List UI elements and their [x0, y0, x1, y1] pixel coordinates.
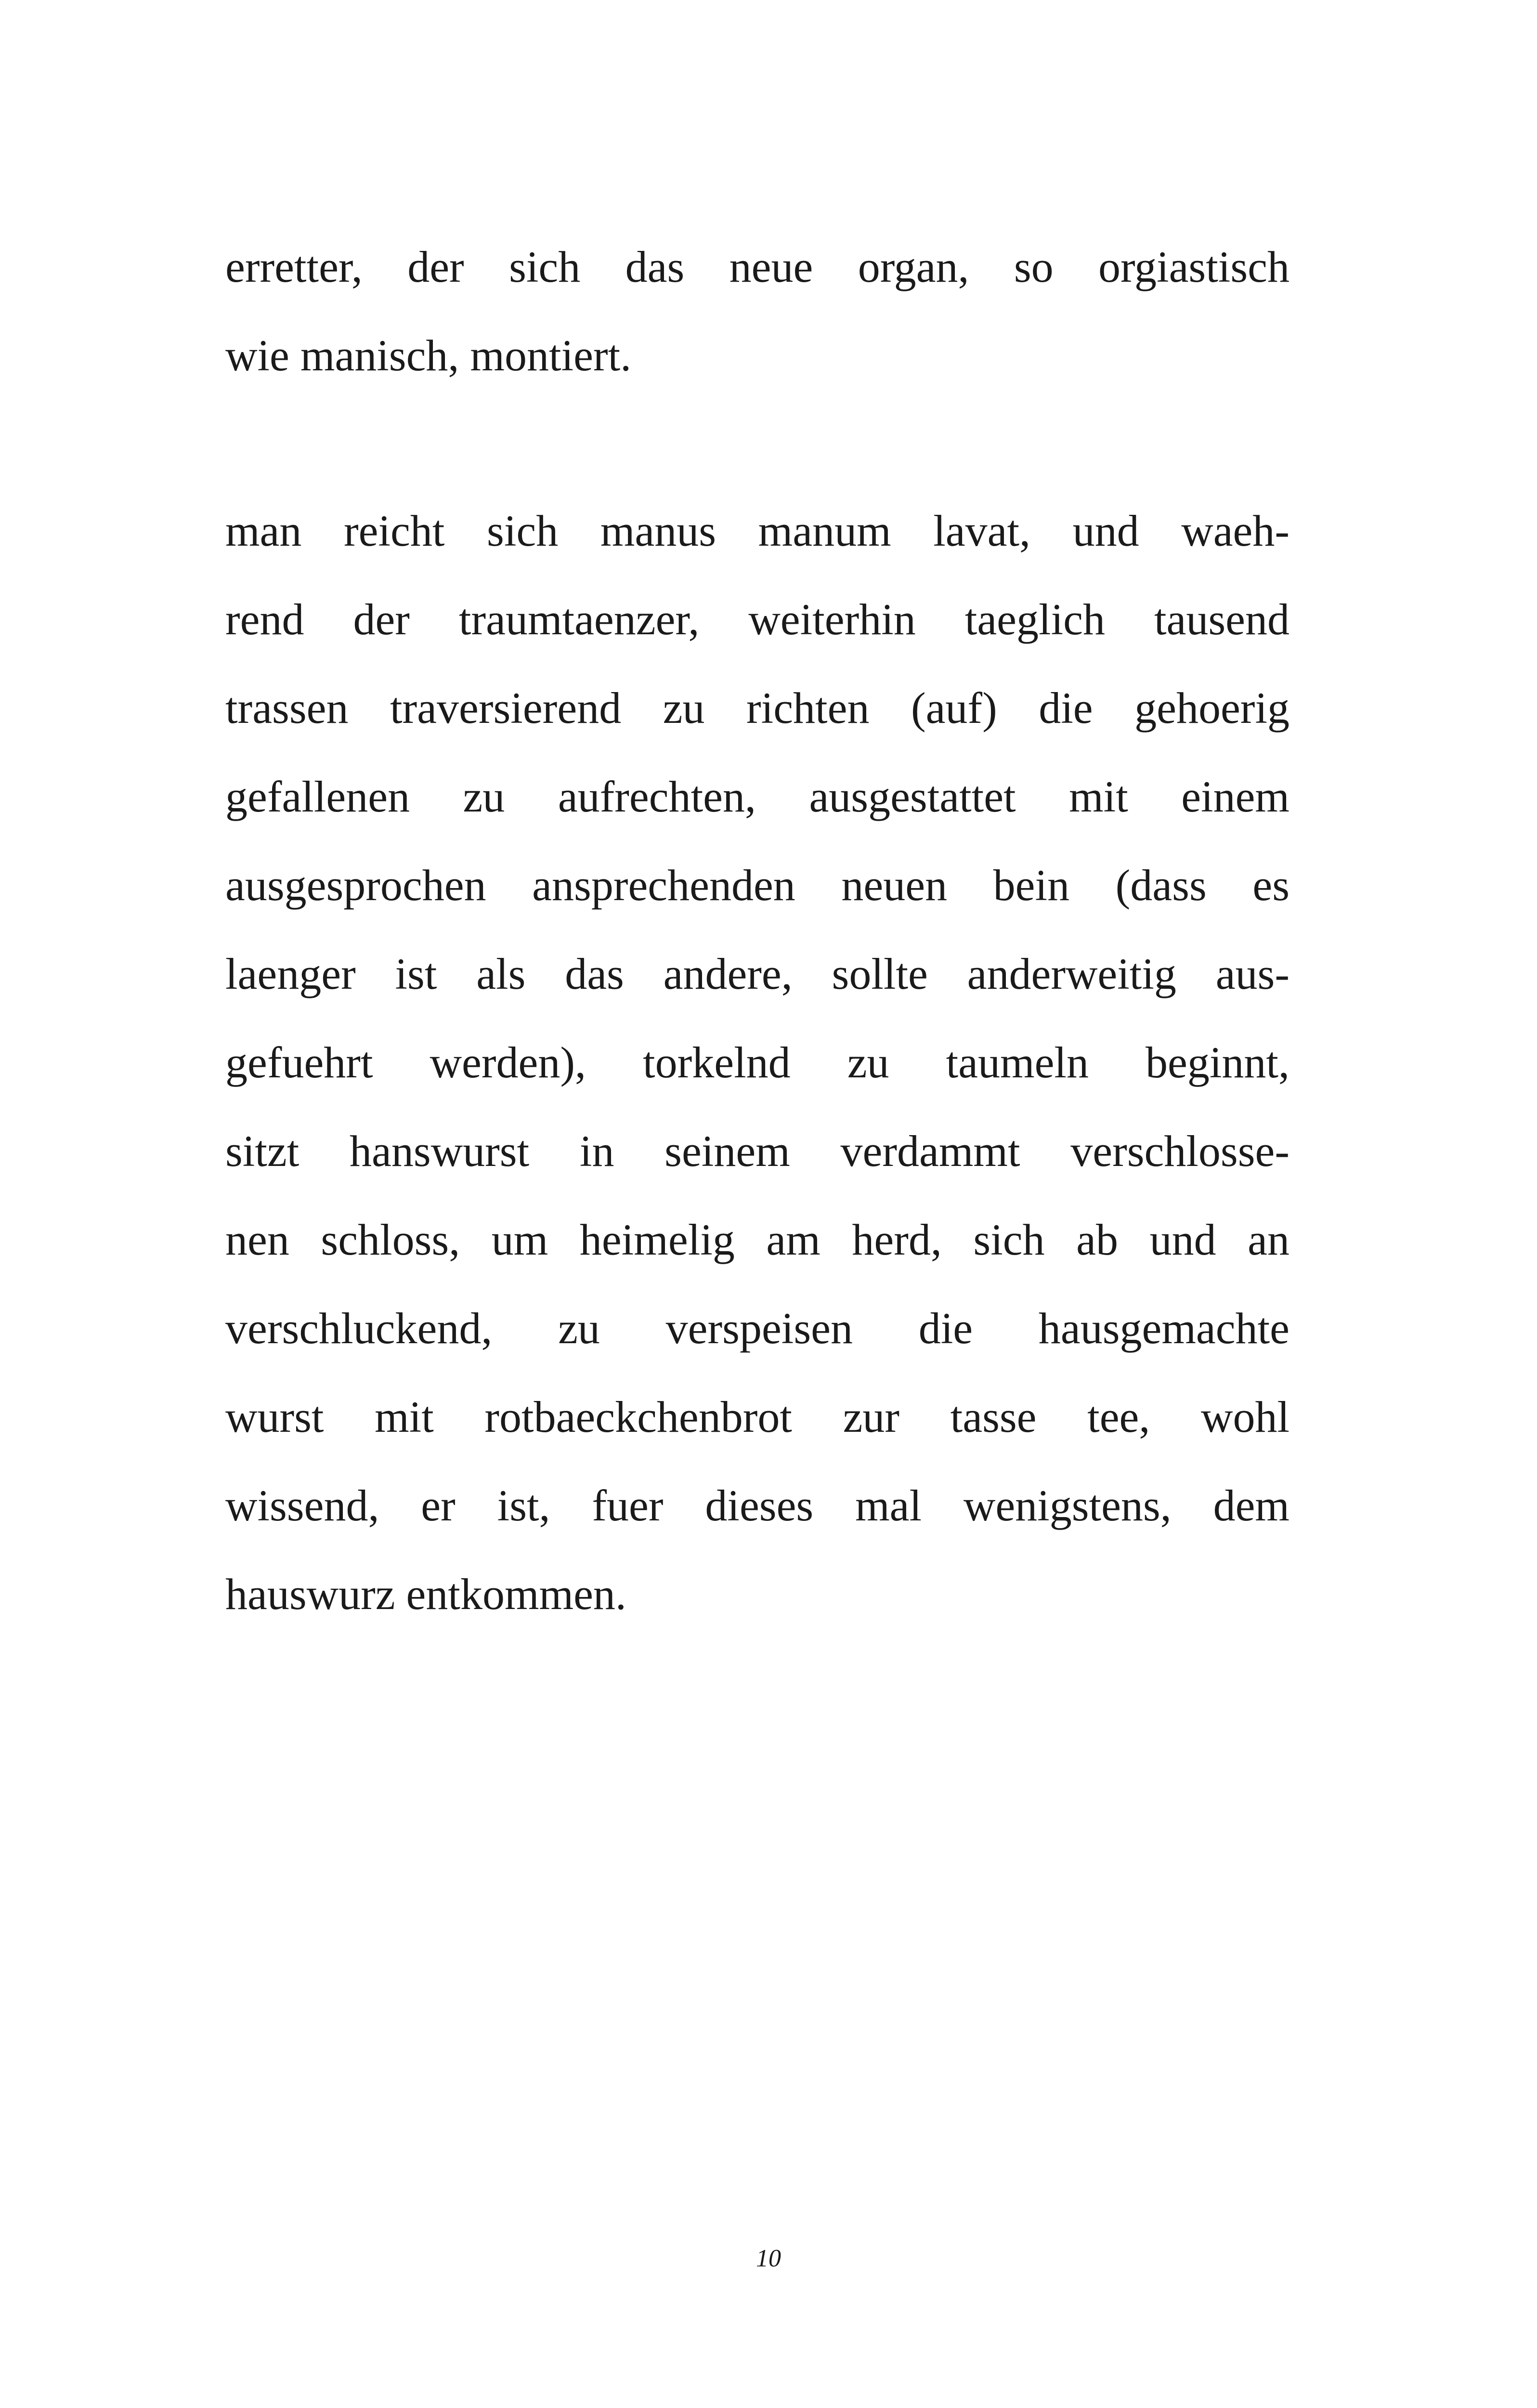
text-line: man reicht sich manus manum lavat, und waeh- [225, 506, 1290, 555]
page-number: 10 [756, 2245, 781, 2272]
text-line: wissend, er ist, fuer dieses mal wenigstens, dem [225, 1481, 1290, 1530]
text-line: erretter, der sich das neue organ, so orgiastisch [225, 242, 1290, 291]
text-line: wurst mit rotbaeckchenbrot zur tasse tee, wohl [225, 1392, 1290, 1441]
paragraph-2 [225, 486, 1290, 1638]
text-line: nen schloss, um heimelig am herd, sich ab und an [225, 1215, 1290, 1264]
text-line: gefuehrt werden), torkelnd zu taumeln beginnt, [225, 1038, 1290, 1087]
text-line: gefallenen zu aufrechten, ausgestattet mit einem [225, 772, 1290, 821]
text-line: hauswurz entkommen. [225, 1570, 626, 1619]
text-line: verschluckend, zu verspeisen die hausgemachte [225, 1304, 1290, 1353]
paragraph-1 [225, 222, 1290, 400]
text-line: ausgesprochen ansprechenden neuen bein (dass es [225, 861, 1290, 910]
text-line: trassen traversierend zu richten (auf) die gehoerig [225, 683, 1290, 733]
text-line: rend der traumtaenzer, weiterhin taeglich tausend [225, 595, 1290, 644]
text-line: laenger ist als das andere, sollte anderweitig aus- [225, 949, 1290, 998]
text-line: wie manisch, montiert. [225, 331, 632, 380]
text-line: sitzt hanswurst in seinem verdammt verschlosse- [225, 1126, 1290, 1176]
